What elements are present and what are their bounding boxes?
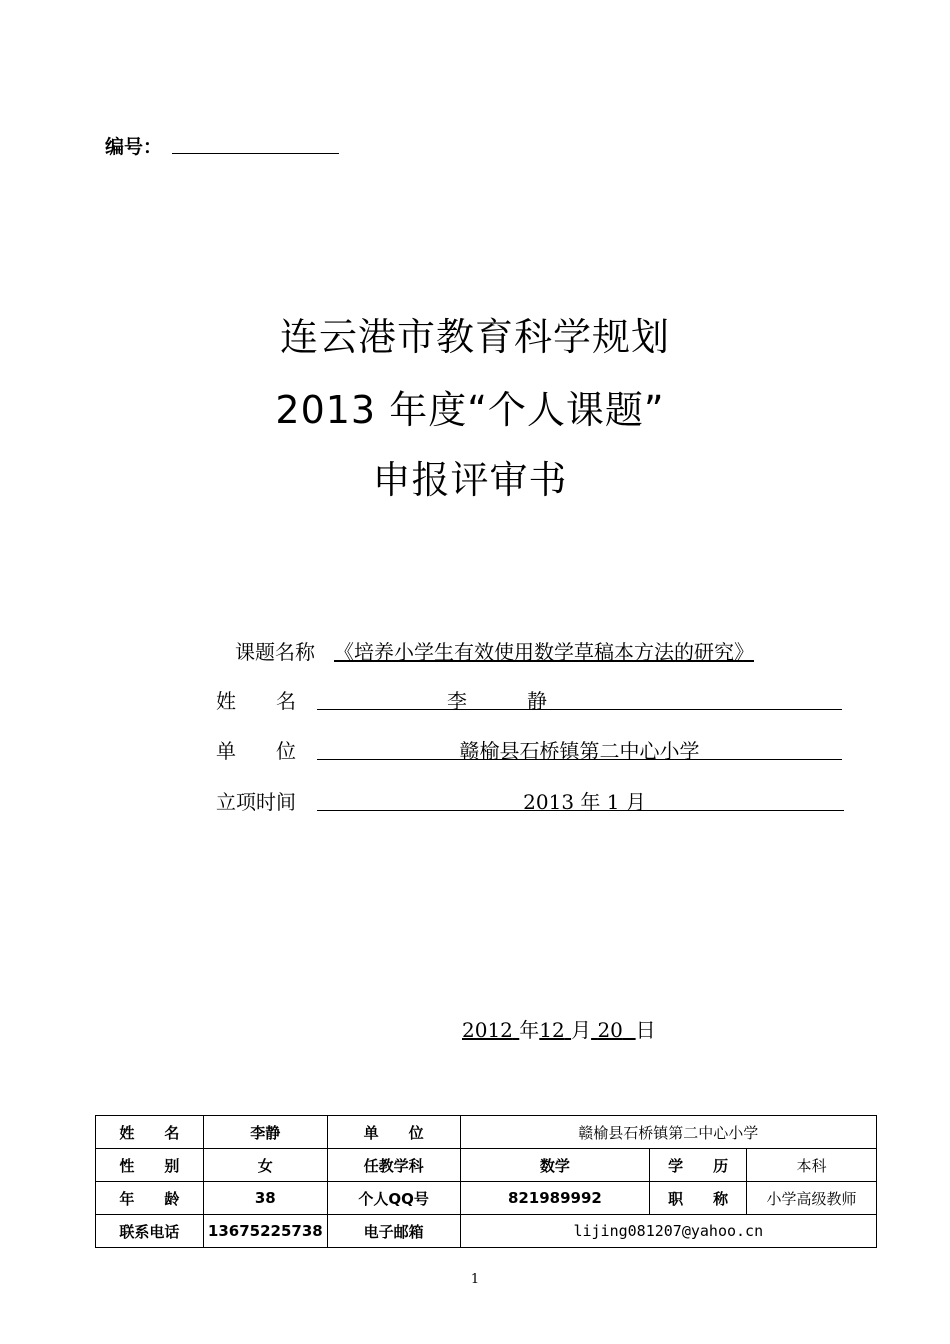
table-cell-label: 个人QQ号	[327, 1182, 460, 1215]
sign-date	[462, 1014, 656, 1043]
table-cell-value: 38	[203, 1182, 327, 1215]
table-cell-label: 联系电话	[96, 1215, 204, 1248]
approval-date-label: 立项时间	[216, 790, 296, 814]
table-cell-label: 任教学科	[327, 1149, 460, 1182]
serial-number-label: 编号：	[105, 136, 163, 158]
table-cell-value: 李静	[203, 1116, 327, 1149]
name-value: 李 静	[447, 689, 547, 713]
sign-date-day-unit: 日	[635, 1018, 656, 1042]
unit-label: 单 位	[216, 739, 296, 763]
name-label: 姓 名	[216, 689, 296, 713]
sign-date-month: 12	[539, 1018, 565, 1042]
applicant-info-table	[95, 1115, 877, 1248]
table-cell-value: 821989992	[460, 1182, 650, 1215]
table-cell-label: 单 位	[327, 1116, 460, 1149]
document-title-line2: 2013 年度“个人课题”	[275, 388, 665, 432]
table-cell-value: 女	[203, 1149, 327, 1182]
table-cell-label: 职 称	[650, 1182, 747, 1215]
table-cell-label: 姓 名	[96, 1116, 204, 1149]
page-number: 1	[470, 1272, 480, 1287]
table-cell-value: 赣榆县石桥镇第二中心小学	[460, 1116, 876, 1149]
table-row	[96, 1182, 877, 1215]
document-title-line1: 连云港市教育科学规划	[279, 315, 670, 359]
sign-date-year-unit: 年	[519, 1018, 540, 1042]
table-cell-label: 学 历	[650, 1149, 747, 1182]
table-cell-value: lijing081207@yahoo.cn	[460, 1215, 876, 1248]
table-row	[96, 1149, 877, 1182]
sign-date-year: 2012	[462, 1018, 513, 1042]
table-cell-value: 13675225738	[203, 1215, 327, 1248]
document-title-line3: 申报评审书	[372, 458, 568, 502]
table-cell-value: 数学	[460, 1149, 650, 1182]
table-row	[96, 1215, 877, 1248]
serial-number-blank	[172, 153, 339, 154]
topic-label: 课题名称	[235, 640, 315, 664]
sign-date-month-unit: 月	[571, 1018, 592, 1042]
approval-date-value: 2013 年 1 月	[523, 790, 646, 814]
table-cell-label: 年 龄	[96, 1182, 204, 1215]
table-cell-label: 电子邮箱	[327, 1215, 460, 1248]
table-cell-value: 本科	[747, 1149, 877, 1182]
table-cell-value: 小学高级教师	[747, 1182, 877, 1215]
table-cell-label: 性 别	[96, 1149, 204, 1182]
topic-value: 《培养小学生有效使用数学草稿本方法的研究》	[334, 640, 754, 664]
unit-value: 赣榆县石桥镇第二中心小学	[459, 739, 700, 763]
sign-date-day: 20	[597, 1018, 623, 1042]
table-row	[96, 1116, 877, 1149]
